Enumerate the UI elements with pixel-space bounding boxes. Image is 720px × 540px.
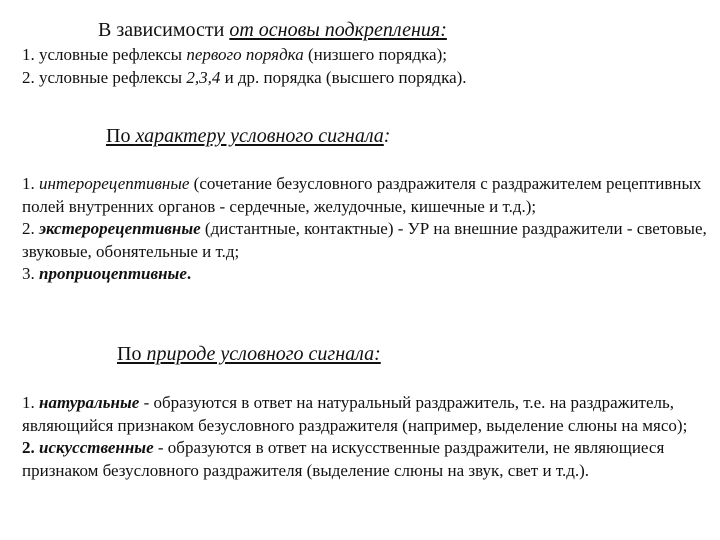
section1-heading: В зависимости от основы подкрепления: xyxy=(98,19,447,41)
section1-item-1: 1. условные рефлексы первого порядка (низшего порядка); xyxy=(22,45,447,64)
section2-heading: По характеру условного сигнала: xyxy=(106,125,391,147)
section3-heading xyxy=(117,342,381,366)
section1-item-2: 2. условные рефлексы 2,3,4 и др. порядка (высшего порядка). xyxy=(22,67,467,87)
section2-item-3: 3. проприоцептивные. xyxy=(22,264,192,283)
term-proprioceptive: проприоцептивные xyxy=(39,264,187,283)
term-interoreceptive: интерорецептивные xyxy=(39,174,190,193)
section2-item-2: 2. экстерорецептивные (дистантные, контактные) - УР на внешние раздражители - световые, звуковые, обонятельные и т.д; xyxy=(22,219,707,261)
term-exteroreceptive: экстерорецептивные xyxy=(39,219,201,238)
section2-list xyxy=(22,173,712,286)
section3-list xyxy=(22,392,712,482)
section1-heading-underlined: от основы подкрепления: xyxy=(229,19,447,41)
section2-heading-underlined: По характеру условного сигнала xyxy=(106,125,384,147)
section1-list xyxy=(22,44,712,89)
term-artificial: искусственные xyxy=(39,438,154,457)
section2-item-1: 1. интерорецептивные (сочетание безусловного раздражителя с раздражителем рецептивных полей внутренних органов - сердечные, желудочные, кишечные и т.д.); xyxy=(22,174,702,216)
section3-heading-underlined: По природе условного сигнала: xyxy=(117,343,381,365)
section3-item-2: 2. искусственные - образуются в ответ на искусственные раздражители, не являющиеся признаком безусловного раздражителя (выделение слюны на звук, свет и т.д.). xyxy=(22,438,665,480)
section3-item-1: 1. натуральные - образуются в ответ на натуральный раздражитель, т.е. на раздражитель, являющийся признаком безусловного раздражителя (например, выделение слюны на мясо); xyxy=(22,393,688,435)
term-natural: натуральные xyxy=(39,393,140,412)
